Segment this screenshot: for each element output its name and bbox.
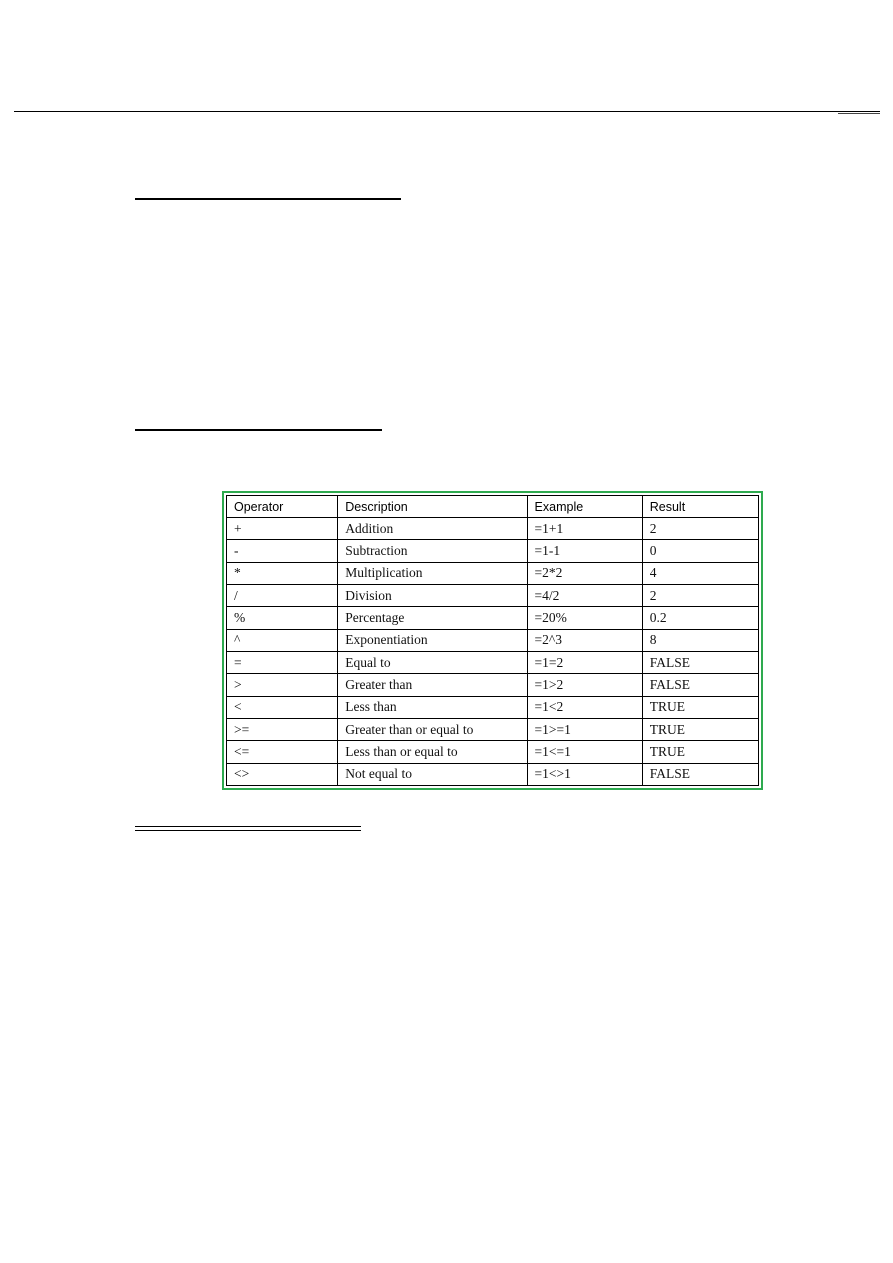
table-row [227,518,759,540]
operator-cell: ^ [227,629,338,651]
table-row [227,584,759,606]
result-cell: FALSE [642,651,758,673]
page-header-rule [14,111,880,112]
result-cell: 4 [642,562,758,584]
page-header-rule-segment [838,113,880,114]
operator-cell: + [227,518,338,540]
operator-cell: <= [227,741,338,763]
result-cell: FALSE [642,763,758,785]
column-header-operator: Operator [227,496,338,518]
description-cell: Subtraction [338,540,527,562]
description-cell: Equal to [338,651,527,673]
table-row [227,718,759,740]
operator-cell: >= [227,718,338,740]
table-row [227,562,759,584]
example-cell: =1<>1 [527,763,642,785]
result-cell: 0.2 [642,607,758,629]
operator-cell: % [227,607,338,629]
operators-table [226,495,759,786]
example-cell: =2*2 [527,562,642,584]
description-cell: Division [338,584,527,606]
description-cell: Addition [338,518,527,540]
table-header-row [227,496,759,518]
table-row [227,696,759,718]
example-cell: =1=2 [527,651,642,673]
description-cell: Less than [338,696,527,718]
description-cell: Greater than or equal to [338,718,527,740]
description-cell: Percentage [338,607,527,629]
example-cell: =1+1 [527,518,642,540]
table-row [227,540,759,562]
table-row [227,651,759,673]
example-cell: =1-1 [527,540,642,562]
example-cell: =1>2 [527,674,642,696]
operators-table-frame [222,491,763,790]
description-cell: Exponentiation [338,629,527,651]
table-row [227,741,759,763]
result-cell: TRUE [642,696,758,718]
example-cell: =2^3 [527,629,642,651]
operator-cell: = [227,651,338,673]
operator-cell: * [227,562,338,584]
example-cell: =1<2 [527,696,642,718]
description-cell: Multiplication [338,562,527,584]
result-cell: FALSE [642,674,758,696]
description-cell: Less than or equal to [338,741,527,763]
operator-cell: - [227,540,338,562]
column-header-result: Result [642,496,758,518]
result-cell: 2 [642,518,758,540]
example-cell: =1>=1 [527,718,642,740]
result-cell: TRUE [642,741,758,763]
example-cell: =20% [527,607,642,629]
table-row [227,763,759,785]
table-row [227,674,759,696]
operator-cell: > [227,674,338,696]
section-heading-underline-3 [135,826,361,831]
table-row [227,607,759,629]
result-cell: TRUE [642,718,758,740]
example-cell: =1<=1 [527,741,642,763]
column-header-description: Description [338,496,527,518]
result-cell: 0 [642,540,758,562]
example-cell: =4/2 [527,584,642,606]
section-heading-underline-2 [135,429,382,431]
table-row [227,629,759,651]
column-header-example: Example [527,496,642,518]
operator-cell: / [227,584,338,606]
description-cell: Greater than [338,674,527,696]
description-cell: Not equal to [338,763,527,785]
result-cell: 2 [642,584,758,606]
section-heading-underline-1 [135,198,401,200]
operator-cell: <> [227,763,338,785]
operator-cell: < [227,696,338,718]
result-cell: 8 [642,629,758,651]
